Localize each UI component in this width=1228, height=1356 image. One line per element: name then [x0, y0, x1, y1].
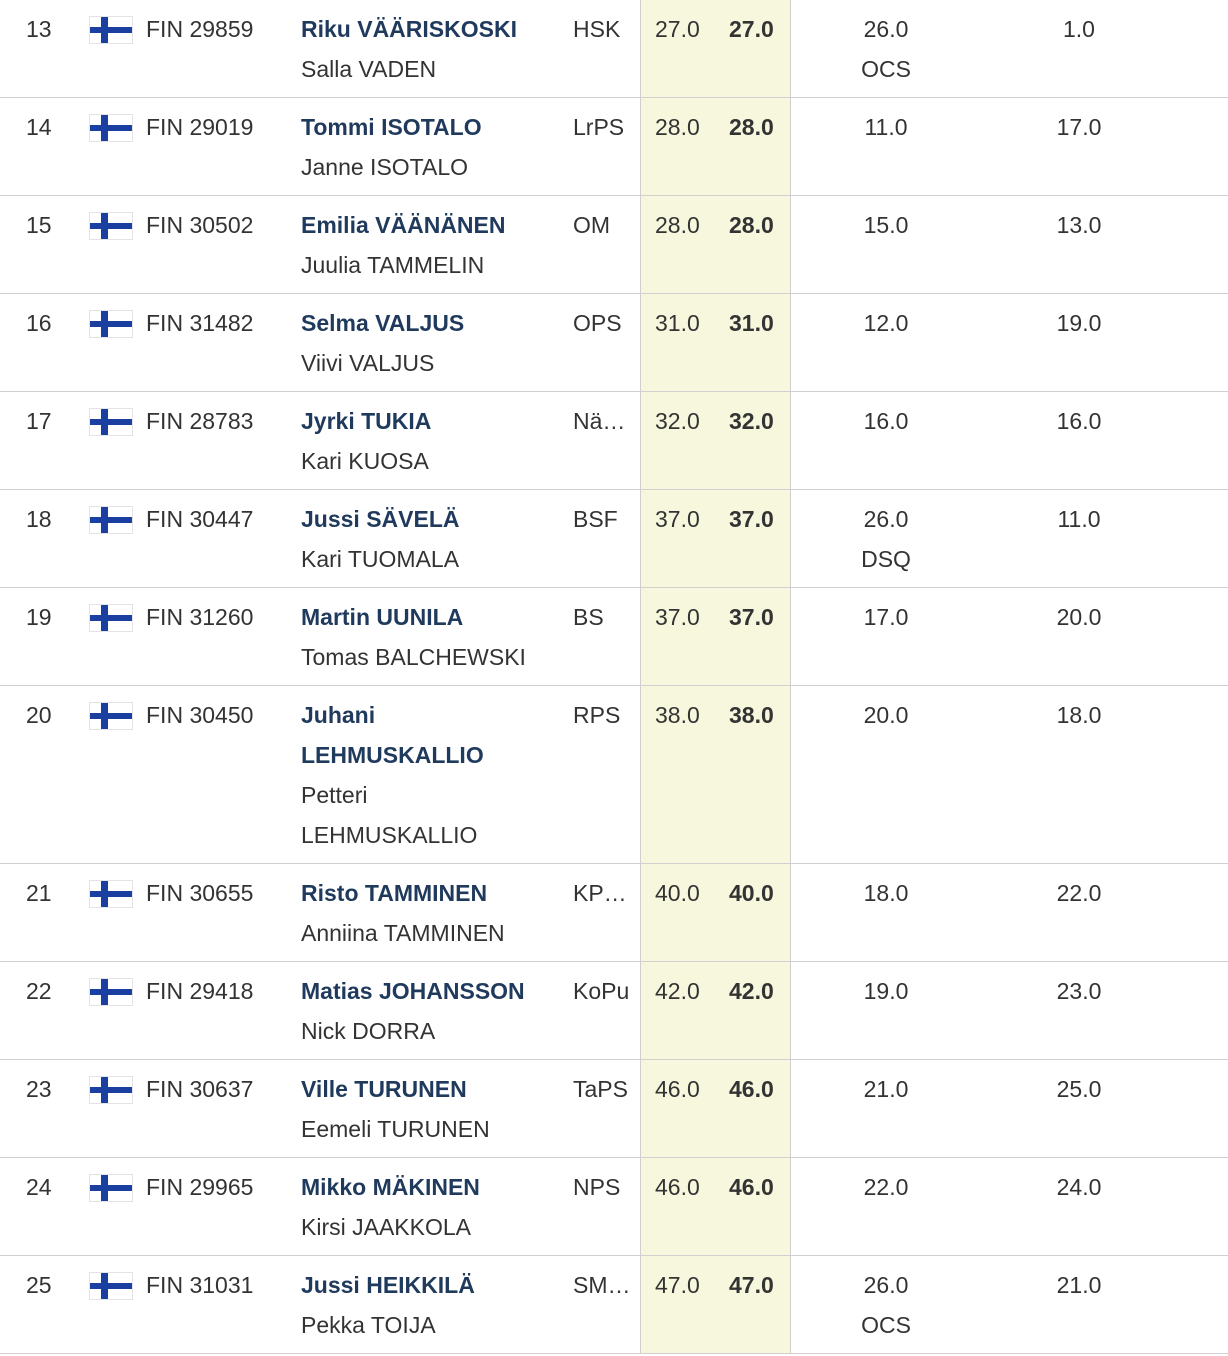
helm-name-link[interactable]: Emilia VÄÄNÄNEN — [301, 212, 506, 238]
helm-name-link[interactable]: Martin UUNILA — [301, 604, 464, 630]
net-points-cell: 40.0 — [729, 880, 774, 906]
net-points-cell: 46.0 — [729, 1174, 774, 1200]
finland-flag-icon — [90, 881, 132, 907]
crew-name: Kari TUOMALA — [301, 546, 460, 572]
sail-number-cell: FIN 30450 — [146, 702, 254, 728]
rank-cell: 17 — [26, 408, 52, 434]
club-cell: SM… — [573, 1272, 631, 1298]
race1-score-cell: 11.0 — [864, 114, 908, 140]
sail-number-cell: FIN 30447 — [146, 506, 254, 532]
club-cell: BS — [573, 604, 604, 630]
net-points-cell: 47.0 — [729, 1272, 774, 1298]
total-points-cell: 40.0 — [655, 880, 700, 906]
club-cell: BSF — [573, 506, 618, 532]
rank-cell: 18 — [26, 506, 52, 532]
net-points-cell: 28.0 — [729, 212, 774, 238]
club-cell: HSK — [573, 16, 621, 42]
table-row — [0, 294, 1228, 392]
club-cell: RPS — [573, 702, 621, 728]
total-points-cell: 27.0 — [655, 16, 700, 42]
sail-number-cell: FIN 28783 — [146, 408, 254, 434]
crew-name: Kirsi JAAKKOLA — [301, 1214, 471, 1240]
rank-cell: 15 — [26, 212, 52, 238]
helm-name-link[interactable]: Matias JOHANSSON — [301, 978, 525, 1004]
sail-number-cell: FIN 30637 — [146, 1076, 254, 1102]
club-cell: LrPS — [573, 114, 625, 140]
table-row — [0, 392, 1228, 490]
helm-name-link[interactable]: Ville TURUNEN — [301, 1076, 467, 1102]
race1-score-cell: 26.0 — [863, 1272, 909, 1298]
rank-cell: 24 — [26, 1174, 52, 1200]
sail-number-cell: FIN 31031 — [146, 1272, 254, 1298]
crew-name: Viivi VALJUS — [301, 350, 435, 376]
race2-score-cell: 24.0 — [1056, 1174, 1102, 1200]
helm-name-link[interactable]: Riku VÄÄRISKOSKI — [301, 16, 517, 42]
race2-score-cell: 1.0 — [1063, 16, 1095, 42]
rank-cell: 13 — [26, 16, 52, 42]
race1-score-cell: 18.0 — [863, 880, 909, 906]
net-points-cell: 27.0 — [729, 16, 774, 42]
finland-flag-icon — [90, 311, 132, 337]
crew-name: Nick DORRA — [301, 1018, 436, 1044]
total-points-cell: 31.0 — [655, 310, 700, 336]
race1-score-cell: 12.0 — [863, 310, 909, 336]
total-points-cell: 37.0 — [655, 506, 700, 532]
rank-cell: 14 — [26, 114, 52, 140]
race1-score-cell: 15.0 — [863, 212, 909, 238]
crew-name: Janne ISOTALO — [301, 154, 469, 180]
race2-score-cell: 13.0 — [1056, 212, 1102, 238]
rank-cell: 20 — [26, 702, 52, 728]
rank-cell: 23 — [26, 1076, 52, 1102]
club-cell: OPS — [573, 310, 622, 336]
race1-score-cell: 17.0 — [863, 604, 909, 630]
race1-score-cell: 19.0 — [863, 978, 909, 1004]
race2-score-cell: 11.0 — [1057, 506, 1101, 532]
table-row — [0, 1060, 1228, 1158]
sail-number-cell: FIN 29859 — [146, 16, 254, 42]
sail-number-cell: FIN 29965 — [146, 1174, 254, 1200]
net-points-cell: 28.0 — [729, 114, 774, 140]
race1-score-cell: 26.0 — [863, 506, 909, 532]
net-points-cell: 37.0 — [729, 604, 774, 630]
rank-cell: 22 — [26, 978, 52, 1004]
crew-name: Juulia TAMMELIN — [301, 252, 485, 278]
table-row — [0, 98, 1228, 196]
helm-name-link[interactable]: Jyrki TUKIA — [301, 408, 432, 434]
sail-number-cell: FIN 31482 — [146, 310, 254, 336]
club-cell: OM — [573, 212, 611, 238]
helm-name-link[interactable]: Jussi SÄVELÄ — [301, 506, 460, 532]
sail-number-cell: FIN 30502 — [146, 212, 254, 238]
table-row — [0, 1256, 1228, 1354]
helm-name-link[interactable]: Juhani LEHMUSKALLIO — [301, 702, 484, 768]
total-points-cell: 46.0 — [655, 1174, 700, 1200]
finland-flag-icon — [90, 1175, 132, 1201]
crew-name: Eemeli TURUNEN — [301, 1116, 490, 1142]
total-points-cell: 28.0 — [655, 212, 700, 238]
helm-name-link[interactable]: Jussi HEIKKILÄ — [301, 1272, 475, 1298]
crew-name: Pekka TOIJA — [301, 1312, 436, 1338]
rank-cell: 16 — [26, 310, 52, 336]
helm-name-link[interactable]: Selma VALJUS — [301, 310, 465, 336]
crew-name: Anniina TAMMINEN — [301, 920, 505, 946]
total-points-cell: 32.0 — [655, 408, 700, 434]
race1-score-cell: 26.0 — [863, 16, 909, 42]
club-cell: TaPS — [573, 1076, 628, 1102]
race1-score-cell: 20.0 — [863, 702, 909, 728]
table-row — [0, 490, 1228, 588]
total-points-cell: 42.0 — [655, 978, 700, 1004]
crew-name: Salla VADEN — [301, 56, 437, 82]
club-cell: KP… — [573, 880, 627, 906]
finland-flag-icon — [90, 115, 132, 141]
race1-score-cell: 21.0 — [863, 1076, 909, 1102]
finland-flag-icon — [90, 507, 132, 533]
table-row — [0, 1158, 1228, 1256]
finland-flag-icon — [90, 1077, 132, 1103]
table-row — [0, 962, 1228, 1060]
table-row — [0, 196, 1228, 294]
race2-score-cell: 20.0 — [1056, 604, 1102, 630]
total-points-cell: 47.0 — [655, 1272, 700, 1298]
finland-flag-icon — [90, 17, 132, 43]
sail-number-cell: FIN 31260 — [146, 604, 254, 630]
finland-flag-icon — [90, 409, 132, 435]
finland-flag-icon — [90, 703, 132, 729]
race2-score-cell: 19.0 — [1056, 310, 1102, 336]
rank-cell: 19 — [26, 604, 52, 630]
net-points-cell: 42.0 — [729, 978, 774, 1004]
race2-score-cell: 18.0 — [1056, 702, 1102, 728]
table-row — [0, 0, 1228, 98]
crew-name: Tomas BALCHEWSKI — [301, 644, 526, 670]
race1-penalty-code: DSQ — [861, 546, 911, 572]
club-cell: KoPu — [573, 978, 630, 1004]
total-points-cell: 28.0 — [655, 114, 700, 140]
finland-flag-icon — [90, 979, 132, 1005]
club-cell: NPS — [573, 1174, 621, 1200]
helm-name-link[interactable]: Mikko MÄKINEN — [301, 1174, 480, 1200]
finland-flag-icon — [90, 1273, 132, 1299]
finland-flag-icon — [90, 605, 132, 631]
sail-number-cell: FIN 29019 — [146, 114, 254, 140]
race1-penalty-code: OCS — [861, 1312, 911, 1338]
race2-score-cell: 22.0 — [1056, 880, 1102, 906]
helm-name-link[interactable]: Tommi ISOTALO — [301, 114, 482, 140]
race1-penalty-code: OCS — [861, 56, 911, 82]
finland-flag-icon — [90, 213, 132, 239]
crew-name: Petteri LEHMUSKALLIO — [301, 782, 478, 848]
race1-score-cell: 22.0 — [863, 1174, 909, 1200]
total-points-cell: 38.0 — [655, 702, 700, 728]
race1-score-cell: 16.0 — [863, 408, 909, 434]
table-row — [0, 686, 1228, 864]
helm-name-link[interactable]: Risto TAMMINEN — [301, 880, 488, 906]
race2-score-cell: 16.0 — [1056, 408, 1102, 434]
net-points-cell: 32.0 — [729, 408, 774, 434]
race2-score-cell: 21.0 — [1056, 1272, 1102, 1298]
table-row — [0, 864, 1228, 962]
sail-number-cell: FIN 30655 — [146, 880, 254, 906]
net-points-cell: 31.0 — [729, 310, 774, 336]
total-points-cell: 37.0 — [655, 604, 700, 630]
race2-score-cell: 23.0 — [1056, 978, 1102, 1004]
rank-cell: 25 — [26, 1272, 52, 1298]
net-points-cell: 46.0 — [729, 1076, 774, 1102]
total-points-cell: 46.0 — [655, 1076, 700, 1102]
race2-score-cell: 17.0 — [1056, 114, 1102, 140]
net-points-cell: 37.0 — [729, 506, 774, 532]
sail-number-cell: FIN 29418 — [146, 978, 254, 1004]
club-cell: Nä… — [573, 408, 626, 434]
crew-name: Kari KUOSA — [301, 448, 429, 474]
table-row — [0, 588, 1228, 686]
net-points-cell: 38.0 — [729, 702, 774, 728]
race2-score-cell: 25.0 — [1056, 1076, 1102, 1102]
rank-cell: 21 — [26, 880, 52, 906]
